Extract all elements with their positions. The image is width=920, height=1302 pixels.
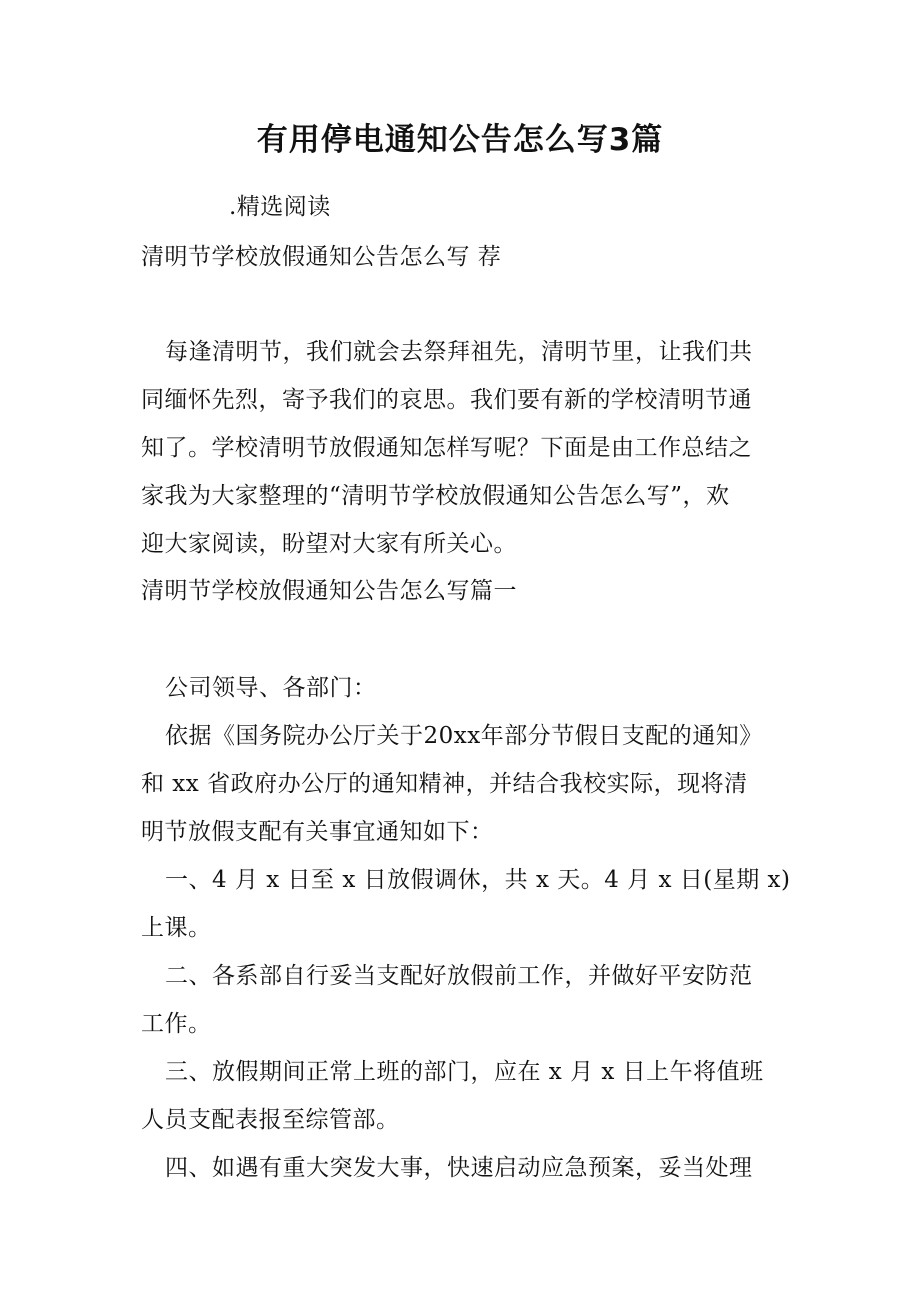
paragraph-line: 同缅怀先烈，寄予我们的哀思。我们要有新的学校清明节通 bbox=[141, 387, 752, 413]
list-item: 一、4 月 x 日至 x 日放假调休，共 x 天。4 月 x 日(星期 x) bbox=[165, 867, 791, 893]
section-heading: 清明节学校放假通知公告怎么写篇一 bbox=[141, 578, 517, 604]
paragraph-line: 每逢清明节，我们就会去祭拜祖先，清明节里，让我们共 bbox=[165, 339, 753, 365]
document-title: 有用停电通知公告怎么写3篇 bbox=[256, 122, 664, 158]
paragraph-line: 明节放假支配有关事宜通知如下： bbox=[141, 819, 494, 845]
paragraph-line: 和 xx 省政府办公厅的通知精神，并结合我校实际，现将清 bbox=[141, 771, 748, 797]
paragraph-line: 依据《国务院办公厅关于20xx年部分节假日支配的通知》 bbox=[165, 723, 763, 749]
list-item: 三、放假期间正常上班的部门，应在 x 月 x 日上午将值班 bbox=[165, 1059, 764, 1085]
paragraph-line: 迎大家阅读，盼望对大家有所关心。 bbox=[141, 531, 517, 557]
list-item-continuation: 工作。 bbox=[141, 1011, 212, 1037]
paragraph-line: 知了。学校清明节放假通知怎样写呢？下面是由工作总结之 bbox=[141, 435, 752, 461]
salutation: 公司领导、各部门： bbox=[165, 675, 377, 701]
list-item-continuation: 上课。 bbox=[141, 915, 212, 941]
list-item-continuation: 人员支配表报至综管部。 bbox=[141, 1107, 400, 1133]
list-item: 四、如遇有重大突发大事，快速启动应急预案，妥当处理 bbox=[165, 1155, 753, 1181]
subtitle: .精选阅读 bbox=[229, 194, 331, 220]
section-heading: 清明节学校放假通知公告怎么写 荐 bbox=[141, 244, 502, 270]
paragraph-line: 家我为大家整理的“清明节学校放假通知公告怎么写”，欢 bbox=[141, 483, 730, 509]
list-item: 二、各系部自行妥当支配好放假前工作，并做好平安防范 bbox=[165, 963, 753, 989]
